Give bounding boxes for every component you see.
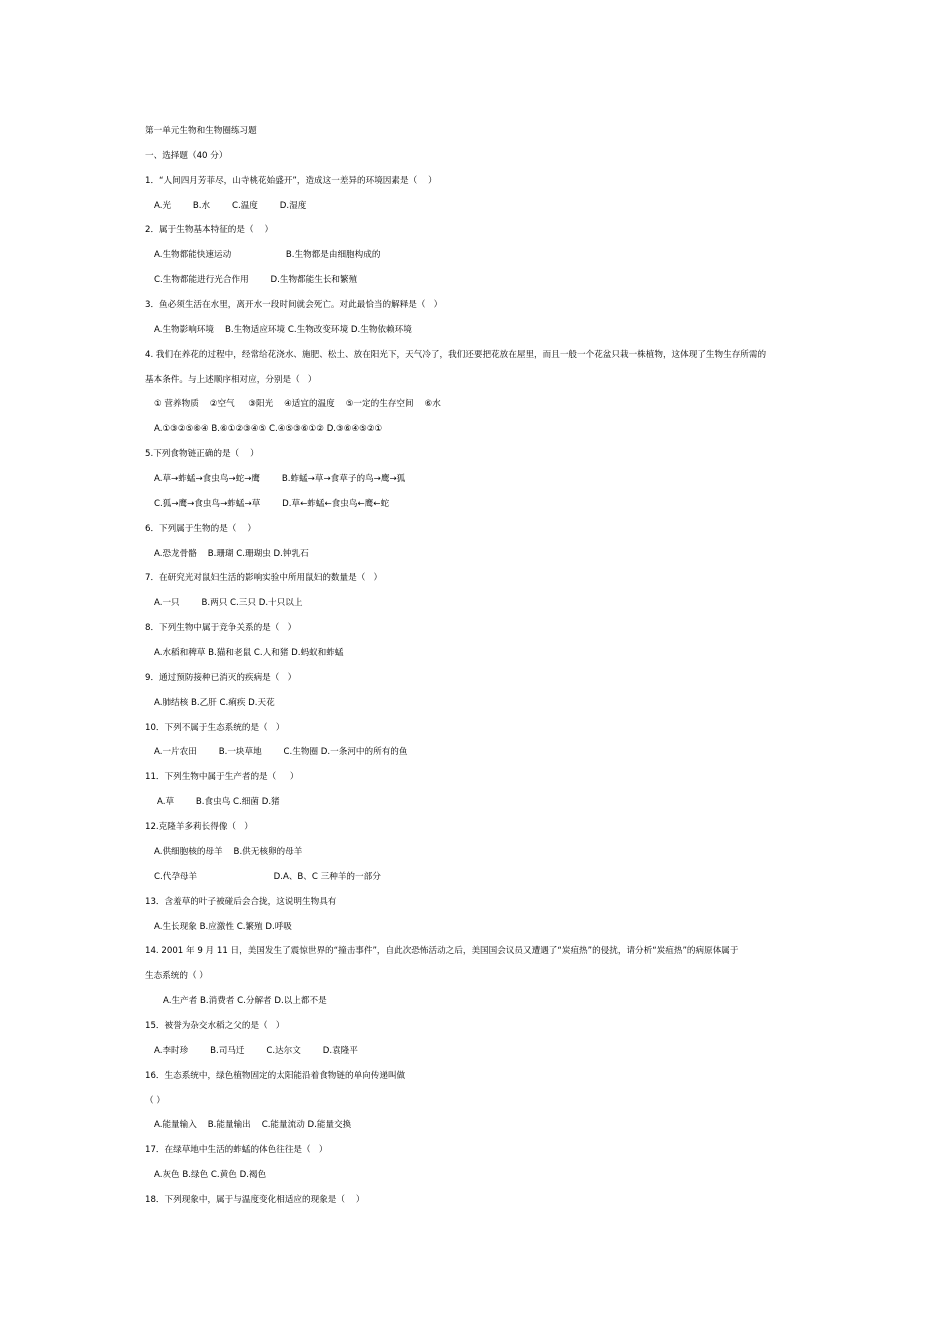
document-title: 第一单元生物和生物圈练习题: [145, 126, 257, 136]
answer-options-line: A.光 B.水 C.温度 D.湿度: [154, 200, 307, 211]
answer-options-line: A.能量输入 B.能量输出 C.能量流动 D.能量交换: [154, 1120, 352, 1131]
answer-options-line: A.肺结核 B.乙肝 C.痢疾 D.天花: [154, 697, 275, 708]
question-line: 16．生态系统中，绿色植物固定的太阳能沿着食物链的单向传递叫做: [145, 1070, 406, 1081]
answer-options-line: C.代孕母羊 D.A、B、C 三种羊的一部分: [154, 871, 381, 882]
section-heading: 一、选择题（40 分）: [145, 150, 228, 161]
answer-options-line: A.水稻和稗草 B.猫和老鼠 C.人和猪 D.蚂蚁和蚱蜢: [154, 648, 344, 659]
question-line: 18．下列现象中，属于与温度变化相适应的现象是（ ）: [145, 1194, 365, 1205]
question-line: 9．通过预防接种已消灭的疾病是（ ）: [145, 672, 297, 683]
question-line: 8．下列生物中属于竞争关系的是（ ）: [145, 623, 297, 634]
question-line: （ ）: [145, 1095, 165, 1106]
question-line: 6．下列属于生物的是（ ）: [145, 523, 256, 534]
answer-options-line: A.一只 B.两只 C.三只 D.十只以上: [154, 598, 303, 609]
answer-options-line: C.生物都能进行光合作用 D.生物都能生长和繁殖: [154, 275, 358, 286]
question-list: [145, 176, 815, 1206]
answer-options-line: A.一片农田 B.一块草地 C.生物圈 D.一条河中的所有的鱼: [154, 747, 408, 758]
answer-options-line: A.供细胞核的母羊 B.供无核卵的母羊: [154, 846, 303, 857]
answer-options-line: A.生产者 B.消费者 C.分解者 D.以上都不是: [163, 996, 327, 1007]
document-page: [145, 126, 815, 1220]
question-line: 基本条件。与上述顺序相对应，分别是（ ）: [145, 374, 317, 385]
question-line: 11．下列生物中属于生产者的是（ ）: [145, 772, 299, 783]
answer-options-line: A.草→蚱蜢→食虫鸟→蛇→鹰 B.蚱蜢→草→食草子的鸟→鹰→狐: [154, 474, 406, 485]
question-line: 13．含羞草的叶子被碰后会合拢，这说明生物具有: [145, 896, 337, 907]
answer-options-line: A.生物影响环境 B.生物适应环境 C.生物改变环境 D.生物依赖环境: [154, 324, 412, 335]
answer-options-line: A.生物都能快速运动 B.生物都是由细胞构成的: [154, 250, 381, 261]
answer-options-line: A.草 B.食虫鸟 C.细菌 D.猪: [157, 797, 280, 808]
answer-options-line: A.①③②⑤⑥④ B.⑥①②③④⑤ C.④⑤③⑥①② D.③⑥④⑤②①: [154, 424, 383, 435]
answer-options-line: C.狐→鹰→食虫鸟→蚱蜢→草 D.草←蚱蜢←食虫鸟←鹰←蛇: [154, 498, 390, 509]
question-line: 生态系统的（ ）: [145, 971, 208, 982]
answer-options-line: A.恐龙骨骼 B.珊瑚 C.珊瑚虫 D.钟乳石: [154, 548, 309, 559]
question-line: 1．“人间四月芳菲尽，山寺桃花始盛开”，造成这一差异的环境因素是（ ）: [145, 175, 437, 186]
question-line: 3．鱼必须生活在水里，离开水一段时间就会死亡。对此最恰当的解释是（ ）: [145, 300, 443, 311]
question-line: 2．属于生物基本特征的是（ ）: [145, 225, 274, 236]
question-line: 10．下列不属于生态系统的是（ ）: [145, 722, 285, 733]
question-line: 5.下列食物链正确的是（ ）: [145, 449, 259, 460]
question-line: 15．被誉为杂交水稻之父的是（ ）: [145, 1020, 285, 1031]
answer-options-line: ① 营养物质 ②空气 ③阳光 ④适宜的温度 ⑤一定的生存空间 ⑥水: [154, 399, 441, 410]
question-line: 7．在研究光对鼠妇生活的影响实验中所用鼠妇的数量是（ ）: [145, 573, 383, 584]
question-line: 17．在绿草地中生活的蚱蜢的体色往往是（ ）: [145, 1145, 328, 1156]
answer-options-line: A.生长现象 B.应激性 C.繁殖 D.呼吸: [154, 921, 292, 932]
question-line: 12.克隆羊多莉长得像（ ）: [145, 822, 253, 833]
question-line: 14. 2001 年 9 月 11 日，美国发生了震惊世界的“撞击事件”，自此次恐怖活动之后，美国国会议员又遭遇了“炭疽热”的侵扰，请分析“炭疽热”的病原体属于: [145, 946, 739, 957]
answer-options-line: A.李时珍 B.司马迁 C.达尔文 D.袁隆平: [154, 1045, 358, 1056]
question-line: 4. 我们在养花的过程中，经常给花浇水、施肥、松土、放在阳光下，天气冷了，我们还要把花放在屋里，而且一般一个花盆只栽一株植物，这体现了生物生存所需的: [145, 349, 767, 360]
answer-options-line: A.灰色 B.绿色 C.黄色 D.褐色: [154, 1170, 267, 1181]
